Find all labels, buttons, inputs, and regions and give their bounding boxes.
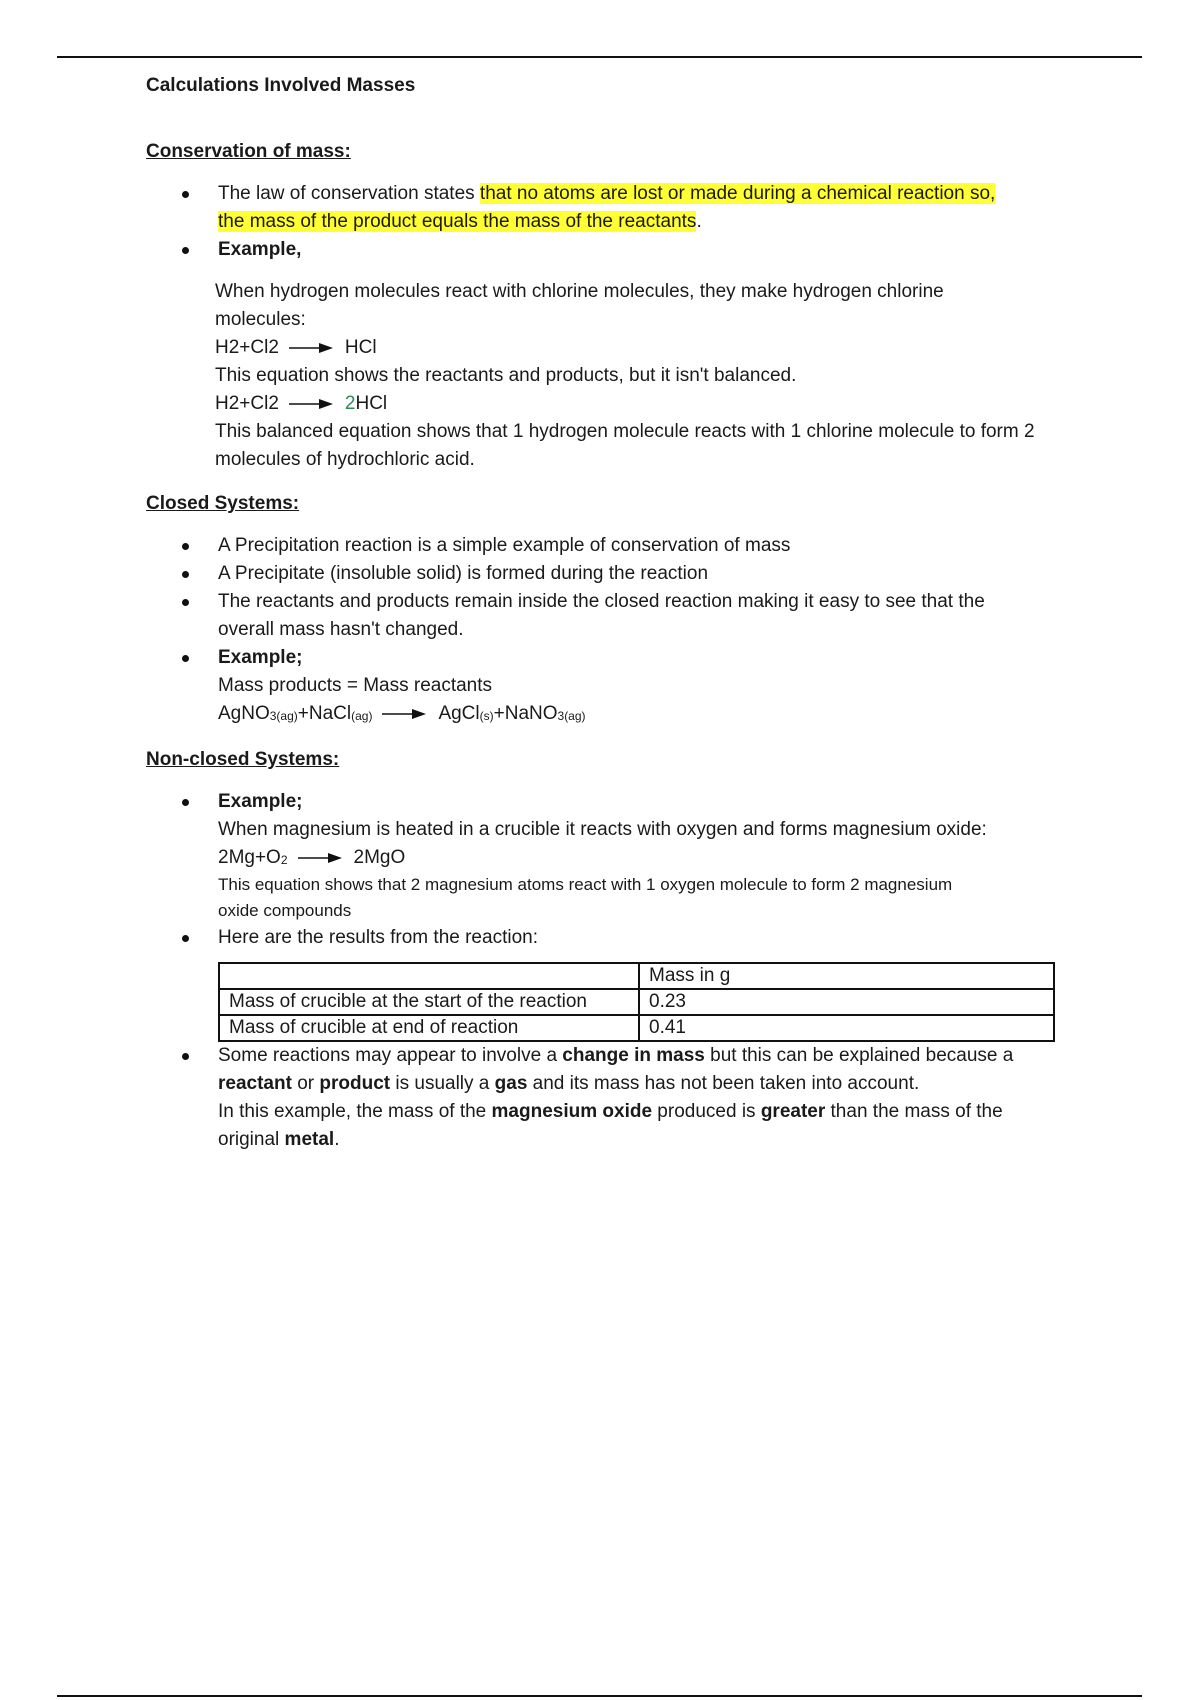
list-item: The law of conservation states that no atoms are lost or made during a chemical reaction so, the mass of the product equals the mass of the reactants. — [146, 180, 1106, 236]
nonclosed-list — [146, 788, 1106, 952]
section-heading-nonclosed: Non-closed Systems: — [146, 749, 340, 770]
arrow-icon — [298, 852, 342, 864]
table-cell: Mass of crucible at end of reaction — [219, 1015, 639, 1041]
table-header-row — [219, 963, 1054, 989]
table-cell: Mass in g — [639, 963, 1054, 989]
highlighted-text: that no atoms are lost or made during a chemical reaction so, — [479, 183, 996, 204]
table-cell: 0.23 — [639, 989, 1054, 1015]
equation-balanced: H2+Cl2 2 HCl — [215, 390, 1106, 418]
list-item: Some reactions may appear to involve a change in mass but this can be explained because a reactant or product is usually a gas and its mass has not been taken into account. In this example, the mass of the magnesium oxide produced is greater than the mass of the original metal. — [146, 1042, 1106, 1154]
bullet-icon — [182, 571, 189, 578]
bullet-icon — [182, 935, 189, 942]
table-cell: Mass of crucible at the start of the reaction — [219, 989, 639, 1015]
table-cell: 0.41 — [639, 1015, 1054, 1041]
arrow-icon — [382, 708, 426, 720]
document-body — [146, 72, 1106, 1154]
conservation-list — [146, 180, 1106, 264]
section-heading-closed: Closed Systems: — [146, 493, 300, 514]
page-title: Calculations Involved Masses — [146, 75, 416, 96]
section-heading-conservation: Conservation of mass: — [146, 141, 351, 162]
explanation-list — [146, 1042, 1106, 1154]
table-row — [219, 989, 1054, 1015]
highlighted-text: the mass of the product equals the mass of the reactants — [218, 211, 697, 232]
table-row — [219, 1015, 1054, 1041]
list-item: Example; When magnesium is heated in a crucible it reacts with oxygen and forms magnesium oxide: 2Mg+O 2 2MgO This equation shows that 2 magnesium atoms react with 1 oxygen molecule to form 2 magnesium oxide compounds — [146, 788, 1106, 924]
bullet-icon — [182, 543, 189, 550]
bullet-icon — [182, 599, 189, 606]
bullet-icon — [182, 247, 189, 254]
bullet-icon — [182, 191, 189, 198]
list-item: Here are the results from the reaction: — [146, 924, 1106, 952]
results-table — [218, 962, 1055, 1042]
closed-list — [146, 532, 1106, 728]
bullet-icon — [182, 1053, 189, 1060]
coefficient: 2 — [344, 393, 356, 414]
equation-precipitation: AgNO 3(ag) +NaCl (ag) AgCl (s) +NaNO 3(ag) — [218, 703, 586, 724]
arrow-icon — [289, 398, 333, 410]
hydrogen-example: When hydrogen molecules react with chlorine molecules, they make hydrogen chlorine molecules: H2+Cl2 HCl This equation shows the reactants and products, but it isn't balanced. H2+Cl2 2 HCl This balanced equation shows that 1 hydrogen molecule reacts with 1 chlorine molecule to form 2 molecules of hydrochloric acid. — [146, 278, 1106, 474]
table-cell — [219, 963, 639, 989]
list-item: A Precipitate (insoluble solid) is formed during the reaction — [146, 560, 1106, 588]
list-item: Example; Mass products = Mass reactants AgNO 3(ag) +NaCl (ag) AgCl (s) +NaNO 3(ag) — [146, 644, 1106, 728]
bullet-icon — [182, 799, 189, 806]
list-item: The reactants and products remain inside the closed reaction making it easy to see that the overall mass hasn't changed. — [146, 588, 1106, 644]
equation-magnesium: 2Mg+O 2 2MgO — [218, 847, 406, 868]
bullet-icon — [182, 655, 189, 662]
list-item: Example, — [146, 236, 1106, 264]
list-item: A Precipitation reaction is a simple example of conservation of mass — [146, 532, 1106, 560]
bottom-rule — [57, 1695, 1142, 1697]
equation-unbalanced: H2+Cl2 HCl — [215, 337, 377, 358]
arrow-icon — [289, 342, 333, 354]
top-rule — [57, 56, 1142, 58]
